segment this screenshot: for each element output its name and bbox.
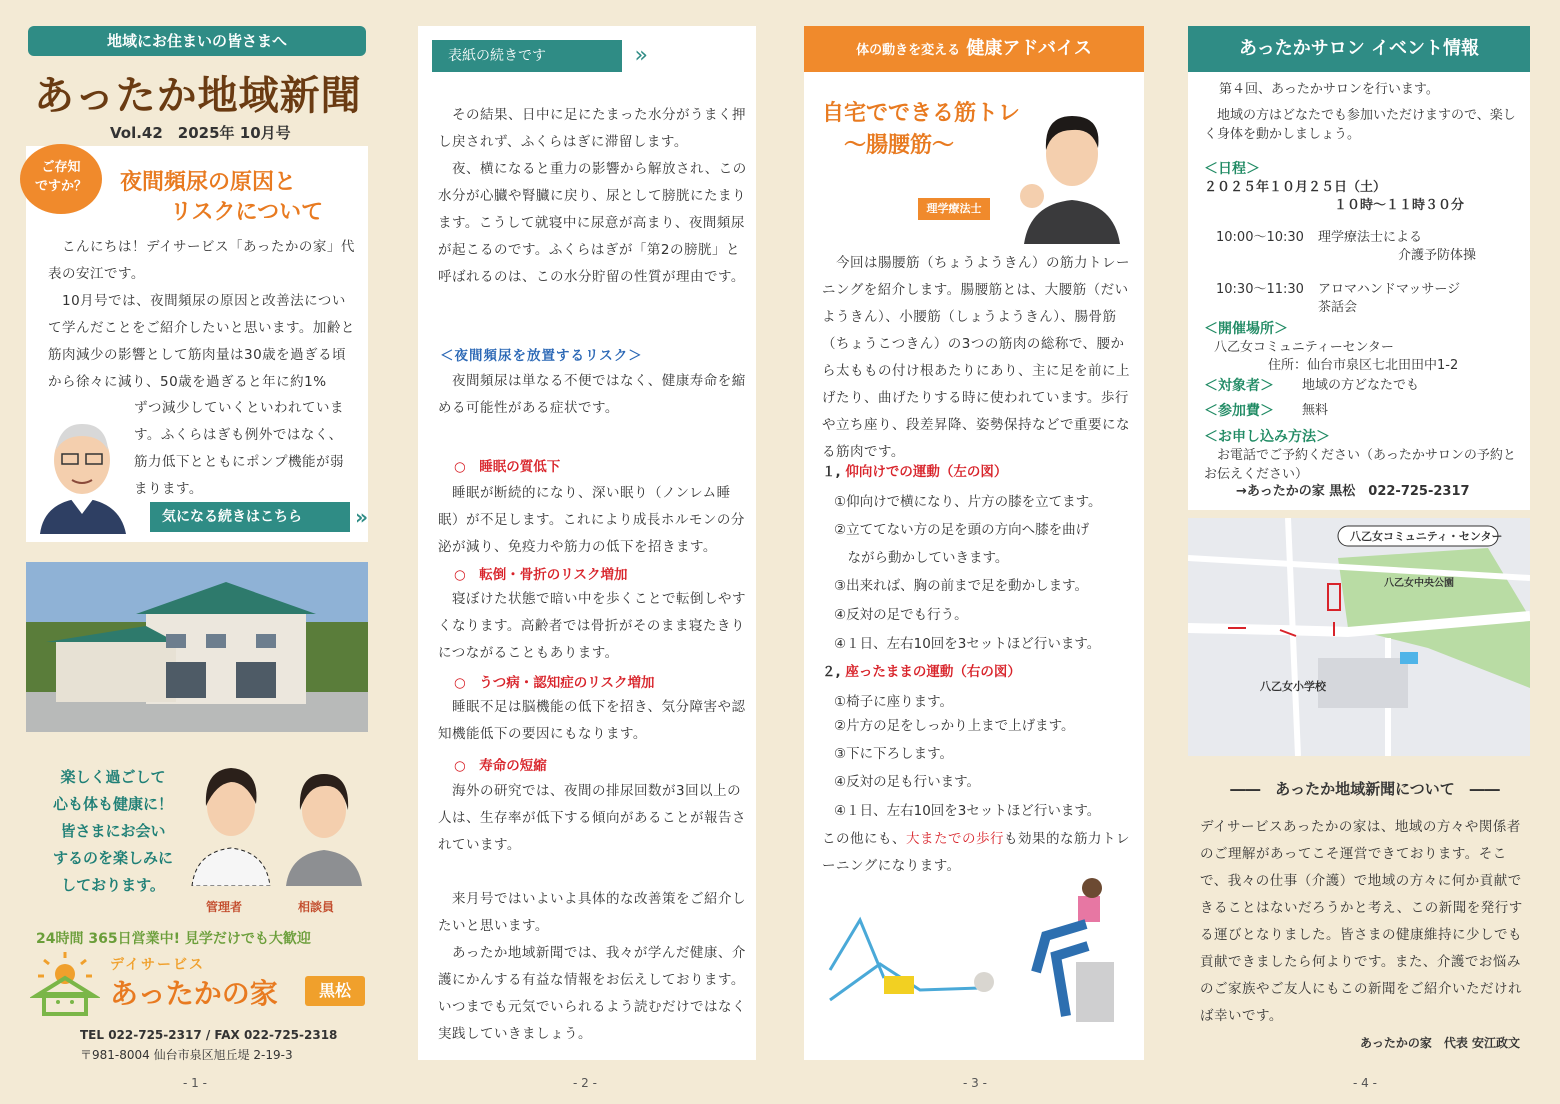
exercise-step: ④反対の足も行います。 [834,774,981,790]
risk-text: 睡眠が断続的になり、深い眠り（ノンレム睡眠）が不足します。これにより成長ホルモンの分泌が減り、免疫力や筋力の低下を招きます。 [438,485,745,555]
representative-portrait [30,410,134,534]
chevron-right-icon: » [634,43,648,68]
physical-therapist-badge: 理学療法士 [918,198,990,220]
page-number: - 3 - [963,1076,987,1090]
cover-article-body: こんにちは！デイサービス「あったかの家」代表の安江です。 10月号では、夜間頻尿の原因と改善法について学んだことをご紹介したいと思います。加齢と筋肉減少の影響として筋肉量は30歳を過ぎる頃から徐々に減り、50歳を過ぎると年に約1% [48,239,355,390]
exercise-step: ①椅子に座ります。 [834,694,954,710]
exercise-step: ③出来れば、胸の前まで足を動かします。 [834,578,1089,594]
branch-badge: 黒松 [305,976,365,1006]
about-title: ―― あったか地域新聞について ―― [1230,780,1500,798]
cover-article-title: 夜間頻尿の原因と リスクについて [120,170,324,225]
program-item: アロマハンドマッサージ [1318,282,1461,297]
page-2 [390,0,780,1104]
risk-text: 睡眠不足は脳機能の低下を招き、気分障害や認知機能低下の要因にもなります。 [438,699,746,742]
did-you-know-bubble: ご存知 ですか？ [20,144,102,214]
event-time: １０時〜１１時３０分 [1334,198,1465,213]
fee-value: 無料 [1302,403,1329,418]
program-time: 10:00〜10:30 [1216,230,1304,245]
manager-portrait [186,756,276,886]
page-3 [780,0,1170,1104]
risk-title: ○ うつ病・認知症のリスク増加 [454,675,655,691]
program-time: 10:30〜11:30 [1216,282,1304,297]
exercise-title: 自宅でできる筋トレ 〜腸腰筋〜 [822,101,1021,158]
health-advice-header: 体の動きを変える 健康アドバイス [804,26,1144,72]
continued-tab: 表紙の続きです » [432,40,622,72]
risk-heading: ＜夜間頻尿を放置するリスク＞ [440,348,643,364]
contact-info: TEL 022-725-2317 / FAX 022-725-2318 〒981-8004 仙台市泉区旭丘堤 2-19-3 [80,1028,338,1062]
staff-message: 楽しく過ごして 心も体も健康に！ 皆さまにお会い するのを楽しみに しております。 [52,768,173,894]
schedule-heading: ＜日程＞ [1204,161,1260,177]
counselor-portrait [282,760,366,886]
risk-title: ○ 睡眠の質低下 [454,459,561,475]
about-text: デイサービスあったかの家は、地域の方々や関係者のご理解があってこそ運営できております。そこで、我々の仕事（介護）で地域の方々に何か貢献できることはないだろうかと考え、この新聞を発行する運びとなりました。皆さまの健康維持に少しでも貢献できましたら何よりです。また、介護でお悩みのご家族やご友人にもこの新聞をご紹介いただければ幸いです。 [1200,819,1523,1024]
counselor-label: 相談員 [298,900,335,914]
target-heading: ＜対象者＞ [1204,378,1274,394]
chevron-right-icon: » [355,505,368,529]
seated-exercise-illustration [1006,876,1136,1026]
audience-banner: 地域にお住まいの皆さまへ [28,26,366,56]
risk-text: 海外の研究では、夜間の排尿回数が3回以上の人は、生存率が低下する傾向があることが報告されています。 [438,783,746,853]
exercise-step: ③下に下ろします。 [834,746,954,762]
apply-phone: →あったかの家 黒松 022-725-2317 [1236,484,1470,499]
apply-heading: ＜お申し込み方法＞ [1204,429,1330,445]
fee-heading: ＜参加費＞ [1204,403,1274,419]
exercise-outro: この他にも、大またでの歩行も効果的な筋力トレーニングになります。 [822,831,1130,874]
sun-house-logo-icon [30,950,100,1016]
newspaper-title: あったか地域新聞 [34,73,362,119]
target-value: 地域の方どなたでも [1302,378,1420,393]
program-item: 介護予防体操 [1398,248,1477,263]
venue-map [1188,518,1530,756]
signature: あったかの家 代表 安江政文 [1359,1036,1520,1050]
exercise-step: ながら動かしていきます。 [834,550,1009,566]
venue-heading: ＜開催場所＞ [1204,321,1288,337]
logo-name: あったかの家 [110,977,278,1010]
intro-text: その結果、日中に足にたまった水分がうまく押し戻されず、ふくらはぎに滞留します。 夜、横になると重力の影響から解放され、この水分が心臓や腎臓に戻り、尿として膀胱にたまります。こうして就寝中に尿意が高まり、夜間頻尿が起こるのです。ふくらはぎが「第2の膀胱」と呼ばれるのは、この水分貯留の性質が理由です。 [438,107,747,285]
read-more-button[interactable]: 気になる続きはこちら » [150,502,350,532]
exercise-step: ②立ててない方の足を頭の方向へ膝を曲げ [834,522,1090,538]
exercise-intro: 今回は腸腰筋（ちょうようきん）の筋力トレーニングを紹介します。腸腰筋とは、大腰筋（だいようきん）、小腰筋（しょうようきん）、腸骨筋（ちょうこつきん）の3つの筋肉の総称で、腰から太ももの付け根あたりにあり、主に足を前に上げたり、曲げたりする時に使われています。歩行や立ち座り、段差昇降、姿勢保持などで重要になる筋肉です。 [822,255,1130,460]
map-school-label: 八乙女小学校 [1260,680,1326,693]
risk-title: ○ 寿命の短縮 [454,758,547,774]
cover-article-continued: ずつ減少していくといわれています。ふくらはぎも例外ではなく、筋力低下とともにポンプ機能が弱まります。 [134,400,344,497]
exercise-1-heading: １, 仰向けでの運動（左の図） [822,464,1008,480]
risk-intro: 夜間頻尿は単なる不便ではなく、健康寿命を縮める可能性がある症状です。 [438,373,746,416]
facility-photo [26,562,368,732]
page-number: - 4 - [1353,1076,1377,1090]
apply-text: お電話でご予約ください（あったかサロンの予約とお伝えください） [1204,448,1516,482]
risk-title: ○ 転倒・骨折のリスク増加 [454,567,628,583]
risk-text: 寝ぼけた状態で暗い中を歩くことで転倒しやすくなります。高齢者では骨折がそのまま寝たきりにつながることもあります。 [438,591,746,661]
event-lead: 第４回、あったかサロンを行います。 [1206,82,1439,97]
page-number: - 2 - [573,1076,597,1090]
venue-address: 住所：仙台市泉区七北田田中1-2 [1268,358,1459,373]
manager-label: 管理者 [206,900,243,914]
exercise-step: ①仰向けで横になり、片方の膝を立てます。 [834,494,1102,510]
map-park-label: 八乙女中央公園 [1384,578,1454,589]
event-header: あったかサロン イベント情報 [1188,26,1530,72]
closing-text: 来月号ではいよいよ具体的な改善策をご紹介したいと思います。 あったか地域新聞では、我々が学んだ健康、介護にかんする有益な情報をお伝えしております。いつまでも元気でいられるよう読むだけではなく実践していきましょう。 [438,891,746,1042]
program-item: 茶話会 [1318,300,1358,315]
exercise-step: ④１日、左右10回を3セットほど行います。 [834,803,1101,819]
lying-exercise-illustration [820,900,1000,1020]
open-hours: 24時間 365日営業中! 見学だけでも大歓迎 [36,931,311,947]
venue-name: 八乙女コミュニティーセンター [1214,340,1394,355]
exercise-2-heading: ２, 座ったままの運動（右の図） [822,664,1021,680]
page-1 [0,0,390,1104]
exercise-step: ④反対の足でも行う。 [834,607,968,623]
event-lead: 地域の方はどなたでも参加いただけますので、楽しく身体を動かしましょう。 [1204,108,1516,142]
page-4 [1170,0,1560,1104]
issue-label: Vol.42 2025年 10月号 [110,124,291,142]
program-item: 理学療法士による [1318,230,1423,245]
exercise-step: ②片方の足をしっかり上まで上げます。 [834,718,1075,734]
exercise-step: ④１日、左右10回を3セットほど行います。 [834,636,1101,652]
map-venue-label: 八乙女コミュニティ・センター [1350,530,1503,543]
page-number: - 1 - [183,1076,207,1090]
therapist-portrait [1010,100,1134,244]
event-date: ２０２５年１０月２５日（土） [1204,180,1387,195]
logo-subtitle: デイサービス [110,957,206,973]
